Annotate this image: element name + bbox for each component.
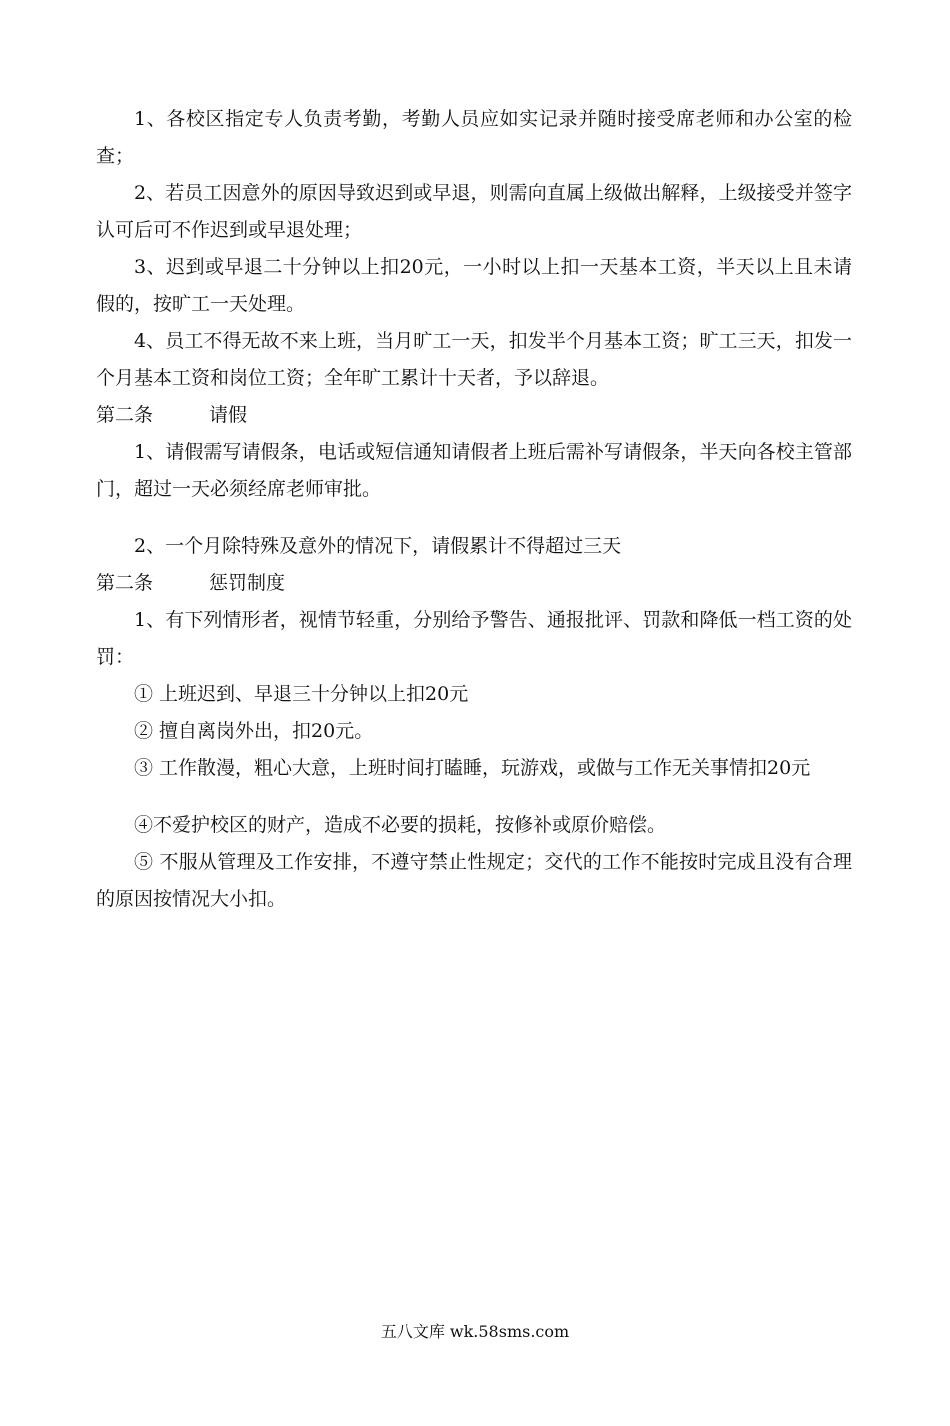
section-heading-leave — [96, 397, 852, 434]
section-heading-number: 第二条 — [96, 404, 154, 426]
penalty-item-4: ④不爱护校区的财产，造成不必要的损耗，按修补或原价赔偿。 — [134, 814, 667, 836]
section-heading-number: 第二条 — [96, 572, 154, 594]
section-heading-title: 请假 — [209, 404, 248, 426]
section-heading-penalty — [96, 565, 852, 602]
attendance-rule-4: 4、员工不得无故不来上班，当月旷工一天，扣发半个月基本工资；旷工三天，扣发一个月基本工资和岗位工资；全年旷工累计十天者，予以辞退。 — [96, 330, 852, 389]
document-body — [96, 101, 852, 918]
section-heading-title: 惩罚制度 — [209, 572, 286, 594]
leave-rule-2: 2、一个月除特殊及意外的情况下，请假累计不得超过三天 — [134, 535, 622, 557]
penalty-intro: 1、有下列情形者，视情节轻重，分别给予警告、通报批评、罚款和降低一档工资的处罚： — [96, 609, 852, 668]
leave-rule-1: 1、请假需写请假条，电话或短信通知请假者上班后需补写请假条，半天向各校主管部门，超过一天必须经席老师审批。 — [96, 441, 852, 500]
penalty-item-1: ① 上班迟到、早退三十分钟以上扣20元 — [134, 683, 469, 705]
attendance-rule-1: 1、各校区指定专人负责考勤，考勤人员应如实记录并随时接受席老师和办公室的检查； — [96, 108, 852, 167]
page-footer: 五八文库 wk.58sms.com — [380, 1322, 570, 1341]
attendance-rule-2: 2、若员工因意外的原因导致迟到或早退，则需向直属上级做出解释，上级接受并签字认可后可不作迟到或早退处理； — [96, 182, 852, 241]
penalty-item-3: ③ 工作散漫，粗心大意，上班时间打瞌睡，玩游戏，或做与工作无关事情扣20元 — [134, 757, 811, 779]
penalty-item-2: ② 擅自离岗外出，扣20元。 — [134, 720, 374, 742]
penalty-item-5: ⑤ 不服从管理及工作安排，不遵守禁止性规定；交代的工作不能按时完成且没有合理的原因按情况大小扣。 — [96, 851, 852, 910]
paragraph-gap — [96, 508, 852, 528]
attendance-rule-3: 3、迟到或早退二十分钟以上扣20元，一小时以上扣一天基本工资，半天以上且未请假的，按旷工一天处理。 — [96, 256, 852, 315]
paragraph-gap — [96, 787, 852, 807]
